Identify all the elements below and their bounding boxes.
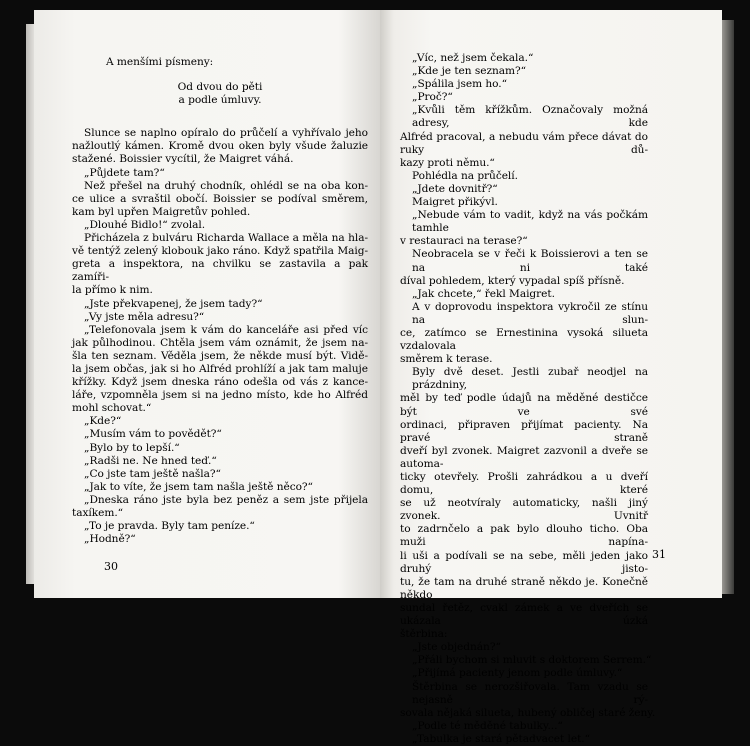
text-line: la jsem občas, jak si ho Alfréd prohlíží a jak tam maluje [72,362,368,375]
text-line: kazy proti němu.“ [400,156,495,169]
text-line: Než přešel na druhý chodník, ohlédl se na oba kon- [84,179,368,192]
text-line: Maigret přikývl. [412,196,498,209]
text-line: šla ten seznam. Věděla jsem, že někde musí být. Vidě- [72,349,368,362]
text-line: jak půlhodinou. Chtěla jsem vám oznámit, že jsem na- [72,336,368,349]
text-line: la přímo k nim. [72,284,153,297]
text-line: díval pohledem, který vypadal spíš přísně. [400,274,625,287]
text-line: li uši a podívali se na sebe, měli jeden jako druhý jisto- [400,549,648,575]
text-line: ordinaci, připraven přijímat pacienty. Na pravé straně [400,418,648,444]
text-line: Pohlédla na průčelí. [412,169,518,182]
text-line: greta a inspektora, na chvilku se zastavila a pak zamíři- [72,258,368,284]
verse-line: Od dvou do pěti [177,81,263,94]
text-line: Neobracela se v řeči k Boissierovi a ten se na ni také [412,248,648,274]
text-line: „Musím vám to povědět?“ [84,428,222,441]
text-line: „Bylo by to lepší.“ [84,441,180,454]
text-line: v restauraci na terase?“ [400,235,528,248]
right-page-edge [722,20,734,594]
text-line: Byly dvě deset. Jestli zubař neodjel na prázdniny, [412,366,648,392]
text-line: měl by teď podle údajů na měděné destičce být ve své [400,392,648,418]
text-line: „Jste překvapenej, že jsem tady?“ [84,297,263,310]
text-line: „Přijímá pacienty jenom podle úmluvy.“ [412,667,623,680]
text-line: Štěrbina se nerozšiřovala. Tam vzadu se nejasně rý- [412,680,648,706]
text-line: stažené. Boissier vycítil, že Maigret váhá. [72,153,294,166]
text-line: křížky. Když jsem dneska ráno odešla od vás z kance- [72,376,368,389]
left-page-text [72,56,368,546]
text-line: „Nebude vám to vadit, když na vás počkám tamhle [412,209,648,235]
text-line: „Proč?“ [412,91,453,104]
text-line: „Kde je ten seznam?“ [412,65,527,78]
text-line: kam byl upřen Maigretův pohled. [72,205,251,218]
text-line: A v doprovodu inspektora vykročil ze stínu na slun- [412,300,648,326]
text-line: „Kde?“ [84,415,122,428]
text-line: ce, zatímco se Ernestinina vysoká silueta vzdalovala [400,326,648,353]
page-number-right: 31 [652,548,666,561]
text-line: sundal řetěz, cvakl zámek a ve dveřích se ukázala úzká [400,601,648,628]
text-line: Alfréd pracoval, a nebudu vám přece dávat do ruky dů- [400,130,648,156]
right-page-text [400,52,656,746]
text-line: „Kvůli těm křížkům. Označovaly možná adresy, kde [412,104,648,130]
text-line: „Hodně?“ [84,533,136,546]
section-heading: A menšími písmeny: [106,56,214,68]
text-line: se už neotvíraly automaticky, našli jiný zvonek. Uvnitř [400,497,648,523]
text-line: „Jdete dovnitř?“ [412,182,498,195]
text-line: „Co jste tam ještě našla?“ [84,467,221,480]
text-line: „Radši ne. Ne hned teď.“ [84,454,217,467]
text-line: „Jste objednán?“ [412,641,501,654]
text-line: „Vy jste měla adresu?“ [84,310,205,323]
text-line: „Dlouhé Bidlo!“ zvolal. [84,218,206,231]
text-line: mohl schovat.“ [72,402,152,415]
text-line: sovala nějaká silueta, hubený obličej staré ženy. [400,706,656,719]
text-line: „Telefonovala jsem k vám do kanceláře asi před víc [84,323,368,336]
text-line: láře, vzpomněla jsem si na jedno místo, kde ho Alfréd [72,389,368,402]
text-line: „Půjdete tam?“ [84,166,165,179]
text-line: „Jak chcete,“ řekl Maigret. [412,287,555,300]
text-line: „Podle té měděné tabulky...“ [412,719,563,732]
text-line: „Jak to víte, že jsem tam našla ještě něco?“ [84,480,313,493]
text-line: „Dneska ráno jste byla bez peněz a sem jste přijela [84,493,368,506]
text-line: ticky otevřely. Prošli zahrádkou a u dveří domu, které [400,471,648,497]
text-line: vě tentýž zelený klobouk jako ráno. Když spatřila Maig- [72,245,368,258]
text-line: „To je pravda. Byly tam peníze.“ [84,520,255,533]
text-line: dveří byl zvonek. Maigret zazvonil a dveře se automa- [400,444,648,470]
text-line: „Tabulka je stará pětadvacet let.“ [412,732,590,745]
left-page-body [72,127,368,546]
text-line: štěrbina: [400,628,448,641]
text-line: to zadrnčelo a pak bylo dlouho ticho. Oba muži napína- [400,523,648,549]
verse [72,81,368,107]
verse-line: a podle úmluvy. [178,94,262,107]
text-line: „Víc, než jsem čekala.“ [412,52,534,64]
text-line: Přicházela z bulváru Richarda Wallace a měla na hla- [84,232,368,245]
text-line: Slunce se naplno opíralo do průčelí a vyhřívalo jeho [84,127,368,140]
text-line: „Spálila jsem ho.“ [412,78,507,91]
text-line: tu, že tam na druhé straně někdo je. Konečně někdo [400,575,648,601]
text-line: nažloutlý kámen. Kromě dvou oken byly všude žaluzie [72,140,368,153]
page-number-left: 30 [104,560,118,573]
text-line: ce ulice a svraštil obočí. Boissier se podíval směrem, [72,192,368,205]
text-line: taxíkem.“ [72,507,124,519]
text-line: „Přáli bychom si mluvit s doktorem Serrem.“ [412,654,652,667]
right-page-body [400,52,656,746]
text-line: směrem k terase. [400,353,493,366]
